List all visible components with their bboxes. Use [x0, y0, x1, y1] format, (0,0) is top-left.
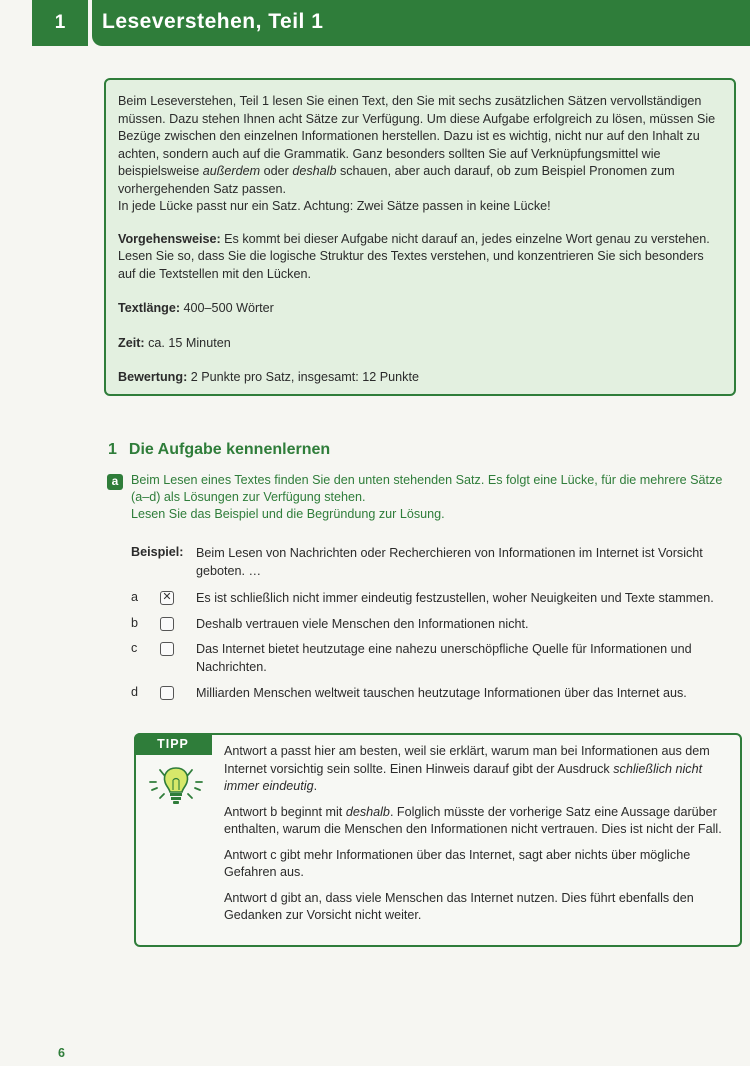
chapter-title-bar: [92, 0, 750, 46]
option-letter: d: [131, 685, 139, 699]
option-text: Das Internet bietet heutzutage eine nahezu unerschöpfliche Quelle für Informationen und Nachrichten.: [196, 642, 692, 674]
section-number: 1: [108, 441, 117, 458]
task-badge: a: [107, 474, 123, 490]
option-text: Milliarden Menschen weltweit tauschen heutzutage Informationen über das Internet aus.: [196, 686, 687, 700]
option-checkbox[interactable]: [160, 686, 174, 700]
task-line-2: Lesen Sie das Beispiel und die Begründung zur Lösung.: [131, 507, 445, 521]
page-number: 6: [58, 1046, 65, 1060]
tipp-text: [224, 743, 732, 933]
chapter-title: Leseverstehen, Teil 1: [102, 10, 324, 33]
option-text: Deshalb vertrauen viele Menschen den Informationen nicht.: [196, 617, 529, 631]
intro-note: In jede Lücke passt nur ein Satz. Achtung: Zwei Sätze passen in keine Lücke!: [118, 199, 551, 213]
option-checkbox[interactable]: [160, 617, 174, 631]
bewertung: Bewertung: 2 Punkte pro Satz, insgesamt: 12 Punkte: [118, 370, 419, 384]
task-instructions: [131, 472, 731, 523]
option-checkbox[interactable]: [160, 642, 174, 656]
lightbulb-icon: [146, 762, 206, 808]
section-title: [108, 441, 330, 459]
vorgehensweise: Vorgehensweise: Es kommt bei dieser Aufgabe nicht darauf an, jedes einzelne Wort genau zu verstehen. Lesen Sie so, dass Sie die logische Struktur des Textes verstehen, und konzentrieren Sie sich besonders auf die Textstellen mit den Lücken.: [118, 231, 710, 281]
zeit: Zeit: ca. 15 Minuten: [118, 335, 231, 350]
option-text: Es ist schließlich nicht immer eindeutig festzustellen, woher Neuigkeiten und Texte stammen.: [196, 591, 714, 605]
option-checkbox[interactable]: ✕: [160, 591, 174, 605]
intro-paragraph: Beim Leseverstehen, Teil 1 lesen Sie einen Text, den Sie mit sechs zusätzlichen Sätzen vervollständigen müssen. Dazu stehen Ihnen acht Sätze zur Verfügung. Um diese Aufgabe erfolgreich zu lösen, müssen Sie Bezüge zwischen den einzelnen Informationen herstellen. Dazu ist es wichtig, nicht nur auf den Inhalt zu achten, sondern auch auf die Grammatik. Ganz besonders sollten Sie auf Verknüpfungsmittel wie beispielsweise außerdem oder deshalb schauen, aber auch darauf, ob zum Beispiel Pronomen zum vorhergehenden Satz passen.: [118, 94, 716, 196]
option-letter: c: [131, 641, 138, 655]
option-letter: b: [131, 616, 139, 630]
example-text: Beim Lesen von Nachrichten oder Recherchieren von Informationen im Internet ist Vorsicht geboten. …: [196, 546, 703, 578]
tipp-paragraph-a: Antwort a passt hier am besten, weil sie erklärt, warum man bei Informationen aus dem Internet vorsichtig sein sollte. Einen Hinweis darauf gibt der Ausdruck schließlich nicht immer eindeutig.: [224, 744, 710, 793]
chapter-number: 1: [32, 0, 88, 46]
tipp-paragraph-d: Antwort d gibt an, dass viele Menschen das Internet nutzen. Dies führt ebenfalls den Gedanken zur Vorsicht nicht weiter.: [224, 890, 694, 922]
tipp-paragraph-c: Antwort c gibt mehr Informationen über das Internet, sagt aber nichts über mögliche Gefahren aus.: [224, 847, 691, 879]
option-letter: a: [131, 590, 139, 604]
example-label: Beispiel:: [131, 545, 184, 559]
textlaenge: Textlänge: 400–500 Wörter: [118, 301, 274, 315]
option-d: [131, 685, 741, 725]
section-heading: Die Aufgabe kennenlernen: [128, 441, 331, 458]
info-box: [104, 78, 736, 396]
tipp-label: TIPP: [134, 733, 212, 755]
option-c: [131, 641, 741, 681]
task-line-1: Beim Lesen eines Textes finden Sie den unten stehenden Satz. Es folgt eine Lücke, für die mehrere Sätze (a–d) als Lösungen zur Verfügung stehen.: [131, 473, 723, 504]
tipp-paragraph-b: Antwort b beginnt mit deshalb. Folglich müsste der vorherige Satz eine Aussage darüber enthalten, warum die Menschen den Informationen nicht vertrauen. Dies ist nicht der Fall.: [224, 804, 722, 836]
